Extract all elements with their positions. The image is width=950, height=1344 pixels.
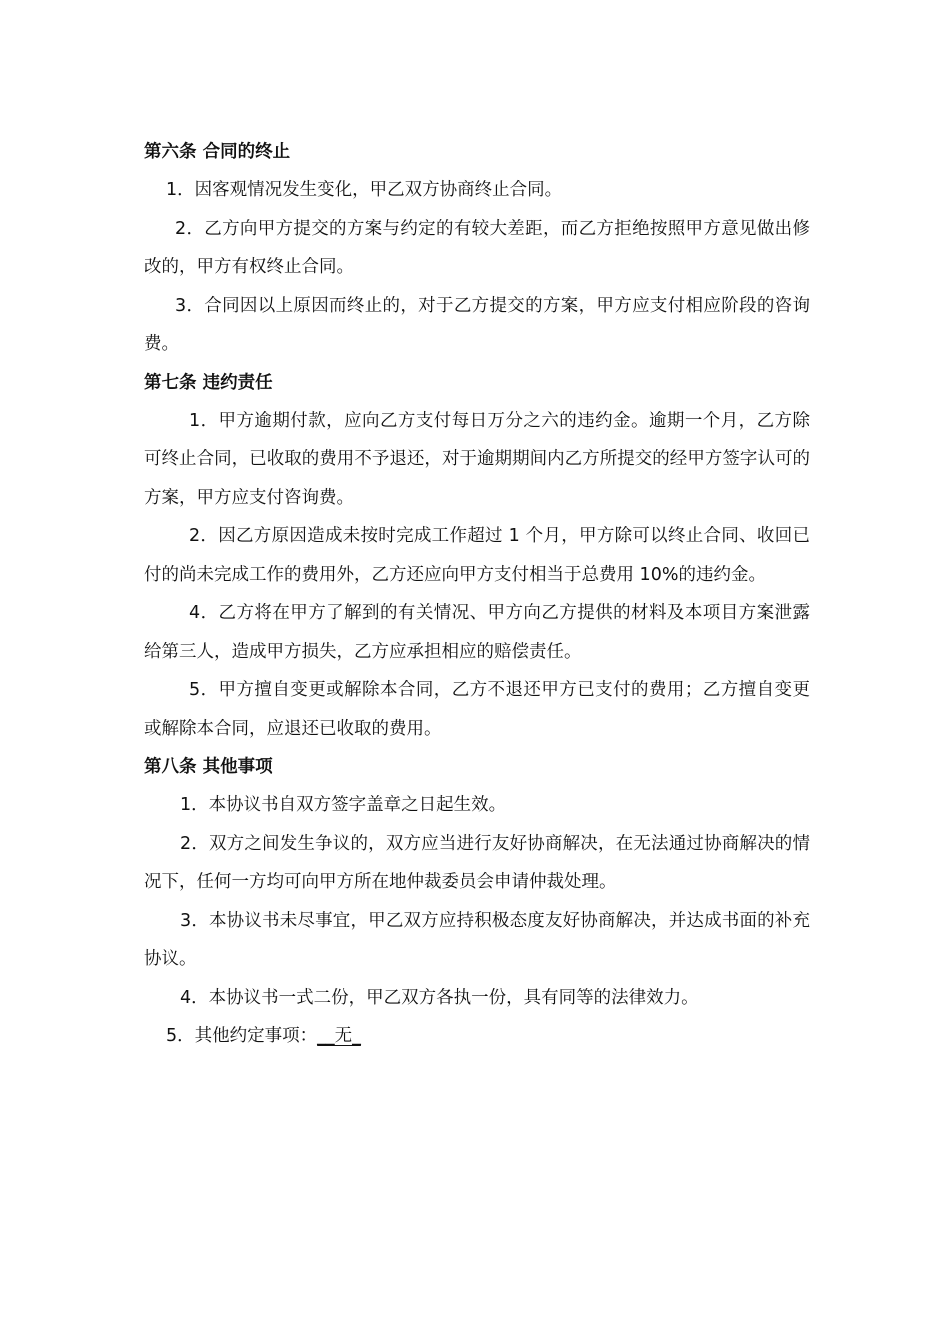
section-heading-liability: 第七条 违约责任 — [144, 372, 273, 393]
clause-7-2: 2．因乙方原因造成未按时完成工作超过 1 个月，甲方除可以终止合同、收回已付的尚未完成工作的费用外，乙方还应向甲方支付相当于总费用 10%的违约金。 — [144, 526, 810, 585]
clause-7-1: 1．甲方逾期付款，应向乙方支付每日万分之六的违约金。逾期一个月，乙方除可终止合同，已收取的费用不予退还，对于逾期期间内乙方所提交的经甲方签字认可的方案，甲方应支付咨询费。 — [144, 410, 810, 508]
clause-6-3: 3．合同因以上原因而终止的，对于乙方提交的方案，甲方应支付相应阶段的咨询费。 — [144, 295, 810, 354]
clause-7-4: 4．乙方将在甲方了解到的有关情况、甲方向乙方提供的材料及本项目方案泄露给第三人，造成甲方损失，乙方应承担相应的赔偿责任。 — [144, 603, 810, 662]
other-matters-label: 5．其他约定事项： — [166, 1026, 318, 1046]
contract-body — [144, 133, 810, 1056]
clause-8-4: 4．本协议书一式二份，甲乙双方各执一份，具有同等的法律效力。 — [180, 987, 699, 1008]
clause-8-2: 2．双方之间发生争议的，双方应当进行友好协商解决，在无法通过协商解决的情况下，任何一方均可向甲方所在地仲裁委员会申请仲裁处理。 — [144, 833, 810, 892]
clause-8-5 — [144, 1017, 810, 1056]
clause-7-5: 5．甲方擅自变更或解除本合同，乙方不退还甲方已支付的费用；乙方擅自变更或解除本合同，应退还已收取的费用。 — [144, 680, 810, 739]
section-heading-termination: 第六条 合同的终止 — [144, 142, 291, 162]
clause-8-1: 1．本协议书自双方签字盖章之日起生效。 — [180, 795, 507, 815]
other-matters-value: __无_ — [317, 1026, 361, 1046]
clause-6-1: 1．因客观情况发生变化，甲乙双方协商终止合同。 — [166, 180, 563, 200]
clause-6-2: 2．乙方向甲方提交的方案与约定的有较大差距，而乙方拒绝按照甲方意见做出修改的，甲方有权终止合同。 — [144, 218, 810, 277]
section-heading-other-matters: 第八条 其他事项 — [144, 757, 273, 777]
clause-8-3: 3．本协议书未尽事宜，甲乙双方应持积极态度友好协商解决，并达成书面的补充协议。 — [144, 910, 810, 969]
